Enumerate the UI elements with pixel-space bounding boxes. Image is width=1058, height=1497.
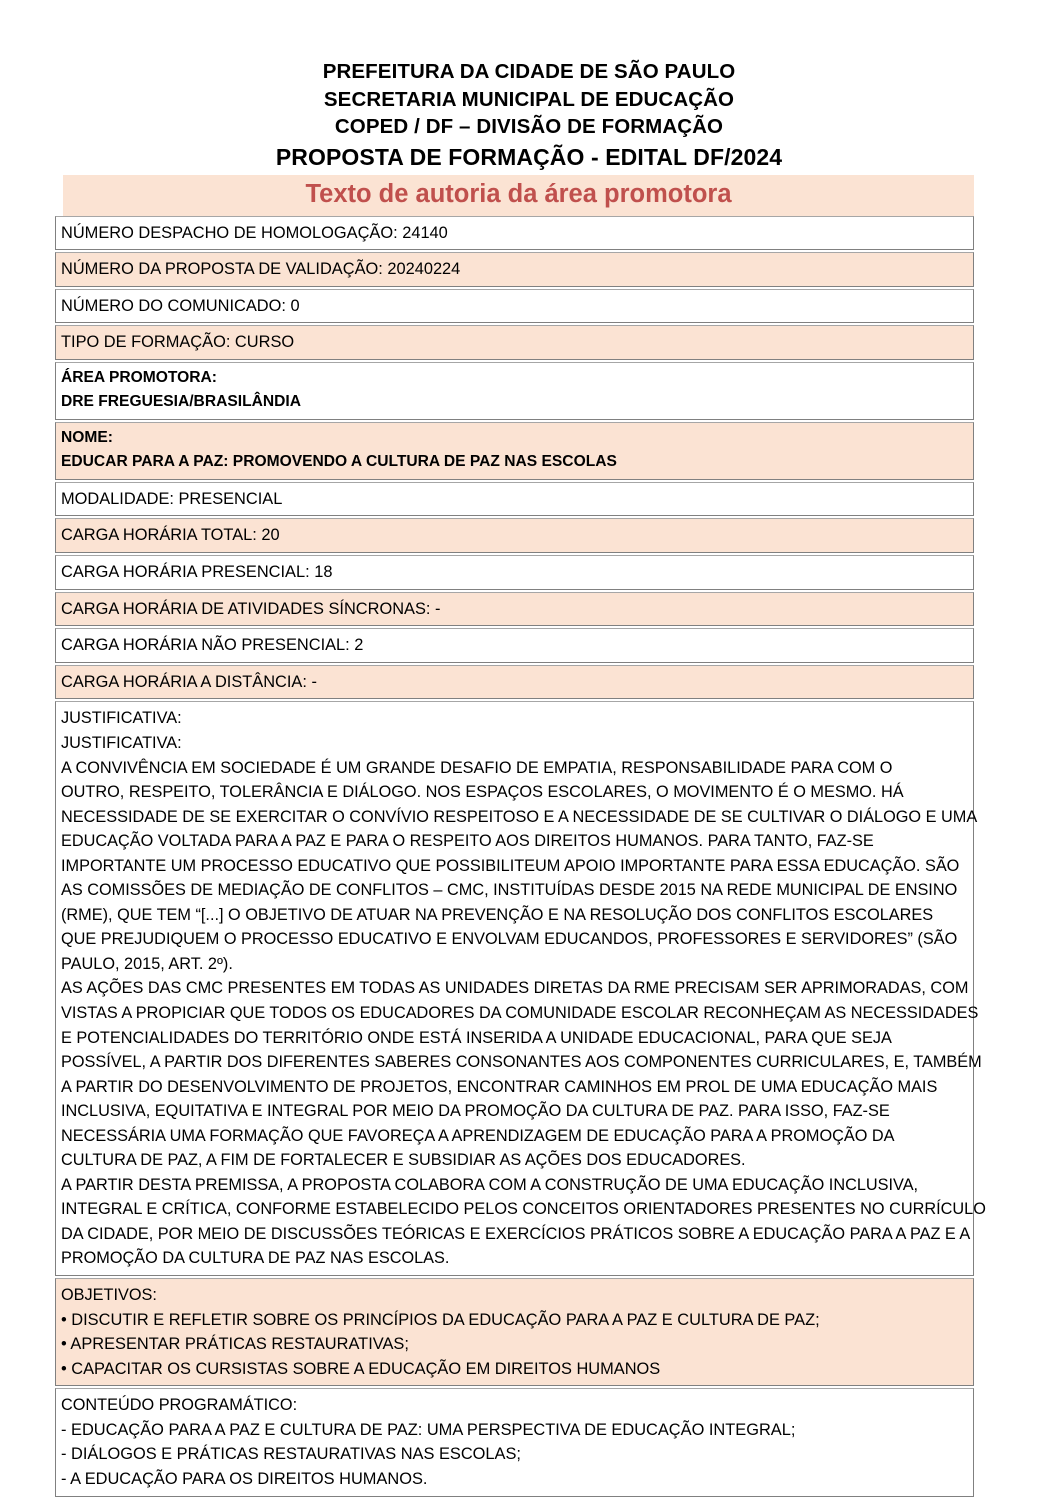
justificativa-line: A PARTIR DESTA PREMISSA, A PROPOSTA COLABORA COM A CONSTRUÇÃO DE UMA EDUCAÇÃO INCLUSIVA,: [61, 1175, 919, 1194]
justificativa-line: PAULO, 2015, ART. 2º).: [61, 954, 233, 973]
conteudo-item: - DIÁLOGOS E PRÁTICAS RESTAURATIVAS NAS ESCOLAS;: [61, 1445, 521, 1464]
justificativa-line: A PARTIR DO DESENVOLVIMENTO DE PROJETOS, ENCONTRAR CAMINHOS EM PROL DE UMA EDUCAÇÃO MAIS: [61, 1077, 938, 1096]
justificativa-label: JUSTIFICATIVA:: [61, 709, 182, 728]
author-banner: Texto de autoria da área promotora: [63, 175, 974, 216]
row-carga-horaria-total: [55, 518, 974, 553]
row-area-promotora: [55, 362, 974, 420]
numero-despacho-text: NÚMERO DESPACHO DE HOMOLOGAÇÃO: 24140: [61, 223, 448, 242]
numero-proposta-text: NÚMERO DA PROPOSTA DE VALIDAÇÃO: 20240224: [61, 260, 461, 279]
justificativa-line: E POTENCIALIDADES DO TERRITÓRIO ONDE ESTÁ INSERIDA A UNIDADE EDUCACIONAL, PARA QUE SEJA: [61, 1028, 892, 1047]
justificativa-line: (RME), QUE TEM “[...] O OBJETIVO DE ATUAR NA PREVENÇÃO E NA RESOLUÇÃO DOS CONFLITOS ESCOLARES: [61, 905, 934, 924]
objetivos-label: OBJETIVOS:: [61, 1286, 157, 1305]
numero-comunicado-text: NÚMERO DO COMUNICADO: 0: [61, 296, 300, 315]
objetivo-item: • DISCUTIR E REFLETIR SOBRE OS PRINCÍPIOS DA EDUCAÇÃO PARA A PAZ E CULTURA DE PAZ;: [61, 1310, 820, 1329]
justificativa-line: A CONVIVÊNCIA EM SOCIEDADE É UM GRANDE DESAFIO DE EMPATIA, RESPONSABILIDADE PARA COM O: [61, 758, 893, 777]
header-line-edital: PROPOSTA DE FORMAÇÃO - EDITAL DF/2024: [275, 143, 783, 170]
row-objetivos: [55, 1278, 974, 1386]
justificativa-line: IMPORTANTE UM PROCESSO EDUCATIVO QUE POSSIBILITEUM APOIO IMPORTANTE PARA ESSA EDUCAÇÃO. SÃO: [61, 856, 960, 875]
justificativa-line: DA CIDADE, POR MEIO DE DISCUSSÕES TEÓRICAS E EXERCÍCIOS PRÁTICOS SOBRE A EDUCAÇÃO PARA A PAZ E A: [61, 1224, 971, 1243]
modalidade-text: MODALIDADE: PRESENCIAL: [61, 489, 283, 508]
carga-horaria-distancia-text: CARGA HORÁRIA A DISTÂNCIA: -: [61, 672, 317, 691]
row-conteudo-programatico: [55, 1388, 974, 1496]
row-numero-despacho: [55, 216, 974, 251]
row-carga-horaria-distancia: [55, 665, 974, 700]
justificativa-line: EDUCAÇÃO VOLTADA PARA A PAZ E PARA O RESPEITO AOS DIREITOS HUMANOS. PARA TANTO, FAZ-SE: [61, 832, 874, 851]
justificativa-line: QUE PREJUDIQUEM O PROCESSO EDUCATIVO E ENVOLVAM EDUCANDOS, PROFESSORES E SERVIDORES” (SÃO: [61, 930, 958, 949]
justificativa-line: POSSÍVEL, A PARTIR DOS DIFERENTES SABERES CONSONANTES AOS COMPONENTES CURRICULARES, E, TAMBÉM: [61, 1053, 982, 1072]
conteudo-item: - A EDUCAÇÃO PARA OS DIREITOS HUMANOS.: [61, 1470, 428, 1489]
row-tipo-formacao: [55, 325, 974, 360]
nome-value: EDUCAR PARA A PAZ: PROMOVENDO A CULTURA DE PAZ NAS ESCOLAS: [61, 452, 617, 470]
carga-horaria-nao-presencial-text: CARGA HORÁRIA NÃO PRESENCIAL: 2: [61, 636, 364, 655]
header-line-prefeitura: PREFEITURA DA CIDADE DE SÃO PAULO: [322, 60, 736, 83]
area-promotora-value: DRE FREGUESIA/BRASILÂNDIA: [61, 392, 301, 410]
objetivo-item: • APRESENTAR PRÁTICAS RESTAURATIVAS;: [61, 1335, 409, 1354]
justificativa-line: CULTURA DE PAZ, A FIM DE FORTALECER E SUBSIDIAR AS AÇÕES DOS EDUCADORES.: [61, 1151, 746, 1170]
header-line-secretaria: SECRETARIA MUNICIPAL DE EDUCAÇÃO: [323, 87, 735, 111]
justificativa-label-repeat: JUSTIFICATIVA:: [61, 733, 182, 752]
justificativa-line: VISTAS A PROPICIAR QUE TODOS OS EDUCADORES DA COMUNIDADE ESCOLAR RECONHEÇAM AS NECESSIDADES: [61, 1004, 979, 1022]
justificativa-line: PROMOÇÃO DA CULTURA DE PAZ NAS ESCOLAS.: [61, 1249, 450, 1268]
proposal-table: [55, 216, 986, 1497]
justificativa-line: INTEGRAL E CRÍTICA, CONFORME ESTABELECIDO PELOS CONCEITOS ORIENTADORES PRESENTES NO CURRÍCULO: [61, 1200, 986, 1219]
justificativa-line: OUTRO, RESPEITO, TOLERÂNCIA E DIÁLOGO. NOS ESPAÇOS ESCOLARES, O MOVIMENTO É O MESMO. HÁ: [61, 783, 904, 802]
objetivo-item: • CAPACITAR OS CURSISTAS SOBRE A EDUCAÇÃO EM DIREITOS HUMANOS: [61, 1359, 661, 1378]
row-carga-horaria-nao-presencial: [55, 628, 974, 663]
nome-label: NOME:: [61, 428, 113, 446]
header-line-coped: COPED / DF – DIVISÃO DE FORMAÇÃO: [334, 115, 724, 138]
row-carga-horaria-sincronas: [55, 592, 974, 627]
carga-horaria-sincronas-text: CARGA HORÁRIA DE ATIVIDADES SÍNCRONAS: -: [61, 599, 441, 618]
carga-horaria-presencial-text: CARGA HORÁRIA PRESENCIAL: 18: [61, 563, 333, 582]
row-modalidade: [55, 482, 974, 517]
conteudo-label: CONTEÚDO PROGRAMÁTICO:: [61, 1396, 298, 1415]
row-justificativa: [55, 701, 986, 1276]
justificativa-line: INCLUSIVA, EQUITATIVA E INTEGRAL POR MEIO DA PROMOÇÃO DA CULTURA DE PAZ. PARA ISSO, FAZ-SE: [61, 1102, 890, 1121]
justificativa-line: AS COMISSÕES DE MEDIAÇÃO DE CONFLITOS – CMC, INSTITUÍDAS DESDE 2015 NA REDE MUNICIPAL DE ENSINO: [61, 881, 958, 900]
row-numero-proposta: [55, 252, 974, 287]
document-header: [0, 0, 1058, 173]
justificativa-line: NECESSIDADE DE SE EXERCITAR O CONVÍVIO RESPEITOSO E A NECESSIDADE DE SE CULTIVAR O DIÁLOGO E UMA: [61, 807, 978, 826]
justificativa-line: AS AÇÕES DAS CMC PRESENTES EM TODAS AS UNIDADES DIRETAS DA RME PRECISAM SER APRIMORADAS, COM: [61, 979, 969, 998]
justificativa-line: NECESSÁRIA UMA FORMAÇÃO QUE FAVOREÇA A APRENDIZAGEM DE EDUCAÇÃO PARA A PROMOÇÃO DA: [61, 1126, 895, 1145]
row-numero-comunicado: [55, 289, 974, 324]
area-promotora-label: ÁREA PROMOTORA:: [61, 368, 217, 386]
tipo-formacao-text: TIPO DE FORMAÇÃO: CURSO: [61, 333, 295, 352]
row-carga-horaria-presencial: [55, 555, 974, 590]
row-nome: [55, 422, 974, 480]
carga-horaria-total-text: CARGA HORÁRIA TOTAL: 20: [61, 526, 280, 545]
conteudo-item: - EDUCAÇÃO PARA A PAZ E CULTURA DE PAZ: UMA PERSPECTIVA DE EDUCAÇÃO INTEGRAL;: [61, 1420, 796, 1439]
